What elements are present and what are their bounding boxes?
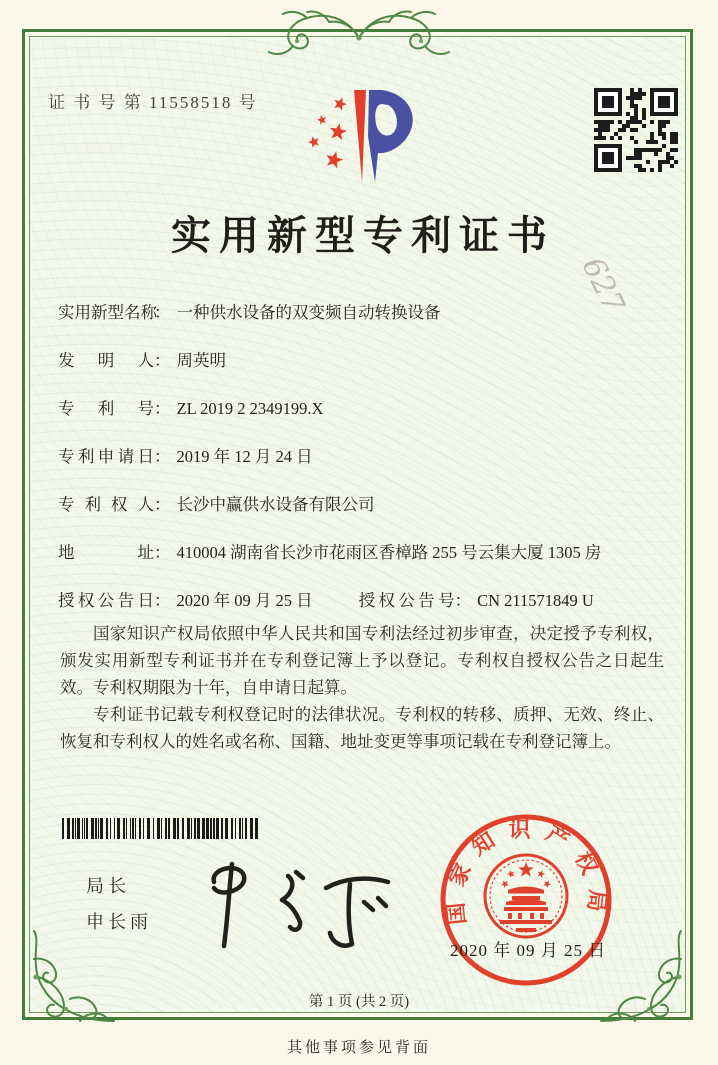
bottom-right-flourish-ornament [599, 929, 691, 1025]
certificate-title: 实用新型专利证书 [171, 213, 555, 258]
handwritten-pencil-note: 627 [574, 252, 632, 319]
official-seal [436, 810, 616, 990]
field-value-patent-number: ZL 2019 2 2349199.X [176, 399, 324, 418]
field-value-grant-number: CN 211571849 U [477, 591, 594, 610]
director-signature [192, 850, 402, 955]
field-label: 实 用 新 型 名 称 [58, 303, 157, 322]
field-value-patentee: 长沙中赢供水设备有限公司 [176, 495, 375, 514]
back-side-note: 其他事项参见背面 [286, 1040, 431, 1056]
field-row-inventor: 发 明 人 ： 周英明 [58, 347, 670, 395]
field-row-grant: 授 权 公 告 日 ： 2020 年 09 月 25 日 授 权 公 告 号 ： CN 211571849 U [58, 587, 670, 635]
field-label: 地 址 [58, 543, 154, 562]
field-row-patentee: 专 利 权 人 ： 长沙中赢供水设备有限公司 [58, 491, 670, 539]
body-paragraph-1: 国家知识产权局依照中华人民共和国专利法经过初步审查，决定授予专利权，颁发实用新型专利证书并在专利登记簿上予以登记。专利权自授权公告之日起生效。专利权期限为十年，自申请日起算。 [60, 624, 664, 697]
certificate-fields [58, 299, 670, 635]
top-flourish-ornament [249, 4, 469, 64]
field-label: 授 权 公 告 号 [358, 591, 455, 610]
field-value-inventor: 周英明 [176, 351, 226, 370]
page-number: 第 1 页 (共 2 页) [308, 994, 410, 1010]
body-paragraph-2: 专利证书记载专利权登记时的法律状况。专利权的转移、质押、无效、终止、恢复和专利权人的姓名或名称、国籍、地址变更等事项记载在专利登记簿上。 [60, 705, 664, 751]
seal-ring-text: 国家知识产权局 [441, 816, 611, 926]
field-label: 授 权 公 告 日 [58, 591, 154, 610]
seal-date: 2020 年 09 月 25 日 [450, 941, 607, 960]
field-label: 发 明 人 [58, 351, 154, 370]
barcode [62, 818, 262, 839]
bottom-left-flourish-ornament [24, 929, 116, 1025]
field-label: 专 利 权 人 [58, 495, 154, 514]
national-emblem-icon [485, 855, 567, 937]
field-value-address: 410004 湖南省长沙市花雨区香樟路 255 号云集大厦 1305 房 [176, 543, 602, 562]
field-label: 专 利 申 请 日 [58, 447, 154, 466]
field-row-invention-name: 实 用 新 型 名 称 ： 一种供水设备的双变频自动转换设备 [58, 299, 670, 347]
field-value-invention-name: 一种供水设备的双变频自动转换设备 [176, 303, 441, 322]
field-row-patent-number: 专 利 号 ： ZL 2019 2 2349199.X [58, 395, 670, 443]
cnipa-logo-icon [292, 84, 432, 194]
director-name: 申长雨 [86, 912, 152, 932]
field-label: 专 利 号 [58, 399, 154, 418]
field-row-filing-date: 专 利 申 请 日 ： 2019 年 12 月 24 日 [58, 443, 670, 491]
field-row-address: 地 址 ： 410004 湖南省长沙市花雨区香樟路 255 号云集大厦 1305 房 [58, 539, 670, 587]
qr-code [594, 88, 680, 174]
certificate-number: 证 书 号 第 11558518 号 [48, 93, 258, 112]
field-value-filing-date: 2019 年 12 月 24 日 [176, 447, 313, 466]
legal-body-text [60, 620, 664, 755]
field-value-grant-date: 2020 年 09 月 25 日 [176, 591, 313, 610]
director-title: 局长 [86, 876, 130, 896]
